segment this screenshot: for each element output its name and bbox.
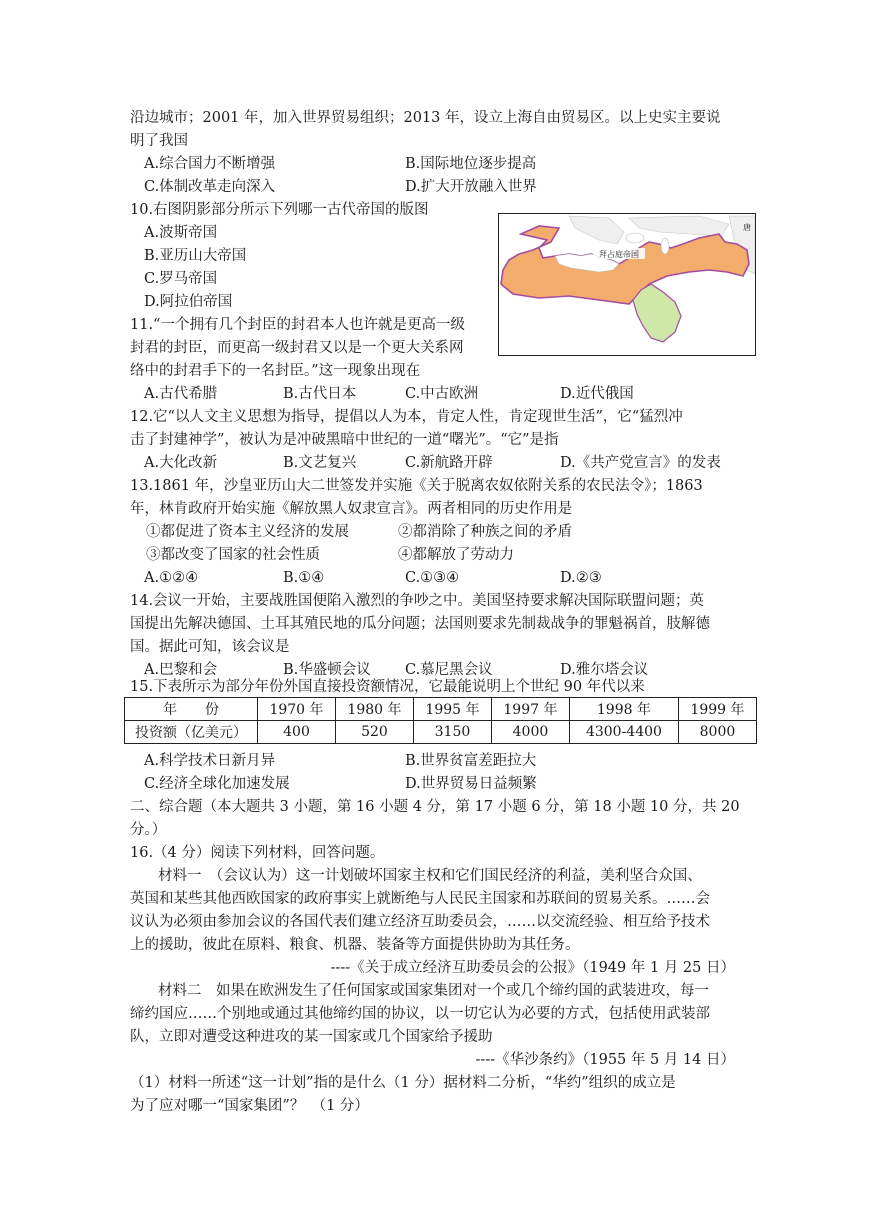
table-row <box>125 721 757 744</box>
table-cell: 1995 年 <box>413 698 491 721</box>
question-13-line: 13.1861 年，沙皇亚历山大二世签发并实施《关于脱离农奴依附关系的农民法令》；1863 <box>130 478 703 494</box>
map-corner-label: 唐 <box>743 223 751 232</box>
question-11-line: 络中的封君手下的一名封臣。”这一现象出现在 <box>130 363 421 379</box>
text-line: 沿边城市；2001 年，加入世界贸易组织；2013 年，设立上海自由贸易区。以上史实主要说 <box>130 110 721 126</box>
option-b: B.古代日本 <box>283 386 357 402</box>
question-14-line: 国。据此可知，该会议是 <box>130 639 290 655</box>
statement-2: ②都消除了种族之间的矛盾 <box>398 524 572 540</box>
question-14-line: 14.会议一开始，主要战胜国便陷入激烈的争吵之中。美国坚持要求解决国际联盟问题；英 <box>130 593 705 609</box>
table-row <box>125 698 757 721</box>
map-label: 拜占庭帝国 <box>599 250 639 259</box>
table-cell: 年 份 <box>125 698 258 721</box>
option-c: C.慕尼黑会议 <box>405 662 493 678</box>
table-cell: 520 <box>335 721 413 744</box>
question-11-line: 11.“一个拥有几个封臣的封君本人也许就是更高一级 <box>130 317 465 333</box>
option-a: A.波斯帝国 <box>144 225 218 241</box>
empire-map-svg <box>499 214 755 355</box>
table-cell: 投资额（亿美元） <box>125 721 258 744</box>
question-16-stem: 16.（4 分）阅读下列材料，回答问题。 <box>130 845 385 861</box>
option-b: B.①④ <box>283 570 325 586</box>
option-d: D.扩大开放融入世界 <box>405 179 537 195</box>
option-c: C.中古欧洲 <box>405 386 479 402</box>
empire-map <box>498 213 756 356</box>
question-13-line: 年，林肯政府开始实施《解放黑人奴隶宣言》。两者相同的历史作用是 <box>130 501 573 517</box>
section-heading: 分。） <box>130 822 167 838</box>
material-2-line: 缔约国应……个别地或通过其他缔约国的协议，以一切它认为必要的方式，包括使用武装部 <box>130 1006 710 1022</box>
text-line: 明了我国 <box>130 133 188 149</box>
option-c: C.体制改革走向深入 <box>144 179 276 195</box>
question-14-line: 国提出先解决德国、土耳其殖民地的瓜分问题；法国则要求先制裁战争的罪魁祸首，肢解德 <box>130 616 710 632</box>
option-c: C.经济全球化加速发展 <box>144 776 290 792</box>
material-2-line: 材料二 如果在欧洲发生了任何国家或国家集团对一个或几个缔约国的武装进攻，每一 <box>158 983 709 999</box>
option-a: A.大化改新 <box>144 455 218 471</box>
material-2-source: ----《华沙条约》（1955 年 5 月 14 日） <box>475 1052 735 1068</box>
option-a: A.科学技术日新月异 <box>144 753 276 769</box>
material-2-line: 队，立即对遭受这种进攻的某一国家或几个国家给予援助 <box>130 1029 493 1045</box>
question-10-stem: 10.右图阴影部分所示下列哪一古代帝国的版图 <box>130 202 429 218</box>
option-d: D.《共产党宣言》的发表 <box>560 455 721 471</box>
table-cell: 4000 <box>491 721 569 744</box>
material-1-line: 材料一 （会议认为）这一计划破坏国家主权和它们国民经济的利益，美利坚合众国、 <box>158 868 702 884</box>
table-cell: 8000 <box>678 721 756 744</box>
option-a: A.综合国力不断增强 <box>144 156 276 172</box>
question-16-prompt: （1）材料一所述“这一计划”指的是什么（1 分）据材料二分析，“华约”组织的成立是 <box>130 1075 676 1091</box>
question-11-line: 封君的封臣，而更高一级封君又以是一个更大关系网 <box>130 340 464 356</box>
option-a: A.巴黎和会 <box>144 662 218 678</box>
statement-3: ③都改变了国家的社会性质 <box>146 547 320 563</box>
option-b: B.华盛顿会议 <box>283 662 371 678</box>
option-d: D.②③ <box>560 570 602 586</box>
table-cell: 1997 年 <box>491 698 569 721</box>
question-12-line: 12.它“以人文主义思想为指导，提倡以人为本，肯定人性，肯定现世生活”，它“猛烈冲 <box>130 409 683 425</box>
table-cell: 4300-4400 <box>569 721 678 744</box>
table-cell: 3150 <box>413 721 491 744</box>
question-12-line: 击了封建神学”，被认为是冲破黑暗中世纪的一道“曙光”。“它”是指 <box>130 432 559 448</box>
table-cell: 400 <box>258 721 336 744</box>
material-1-line: 英国和某些其他西欧国家的政府事实上就断绝与人民民主国家和苏联间的贸易关系。……会 <box>130 891 710 907</box>
question-15-stem: 15.下表所示为部分年份外国直接投资额情况，它最能说明上个世纪 90 年代以来 <box>130 679 645 695</box>
option-c: C.①③④ <box>405 570 460 586</box>
question-16-prompt: 为了应对哪一“国家集团”？ （1 分） <box>130 1098 369 1114</box>
caspian-sea <box>661 238 669 254</box>
option-b: B.国际地位逐步提高 <box>405 156 537 172</box>
option-a: A.古代希腊 <box>144 386 218 402</box>
option-d: D.阿拉伯帝国 <box>144 294 233 310</box>
table-cell: 1998 年 <box>569 698 678 721</box>
statement-4: ④都解放了劳动力 <box>398 547 514 563</box>
table-cell: 1980 年 <box>335 698 413 721</box>
black-sea <box>626 233 644 243</box>
material-1-source: ----《关于成立经济互助委员会的公报》（1949 年 1 月 25 日） <box>330 960 735 976</box>
statement-1: ①都促进了资本主义经济的发展 <box>146 524 349 540</box>
investment-table <box>124 697 757 744</box>
table-cell: 1999 年 <box>678 698 756 721</box>
material-1-line: 上的援助，彼此在原料、粮食、机器、装备等方面提供协助为其任务。 <box>130 937 580 953</box>
option-c: C.新航路开辟 <box>405 455 493 471</box>
option-c: C.罗马帝国 <box>144 271 218 287</box>
material-1-line: 议认为必须由参加会议的各国代表们建立经济互助委员会，……以交流经验、相互给予技术 <box>130 914 710 930</box>
table-cell: 1970 年 <box>258 698 336 721</box>
option-b: B.世界贫富差距拉大 <box>405 753 537 769</box>
option-b: B.文艺复兴 <box>283 455 357 471</box>
option-d: D.雅尔塔会议 <box>560 662 649 678</box>
option-d: D.近代俄国 <box>560 386 634 402</box>
option-d: D.世界贸易日益频繁 <box>405 776 537 792</box>
option-a: A.①②④ <box>144 570 199 586</box>
option-b: B.亚历山大帝国 <box>144 248 247 264</box>
section-heading: 二、综合题（本大题共 3 小题，第 16 小题 4 分，第 17 小题 6 分，第 18 小题 10 分，共 20 <box>130 799 740 815</box>
